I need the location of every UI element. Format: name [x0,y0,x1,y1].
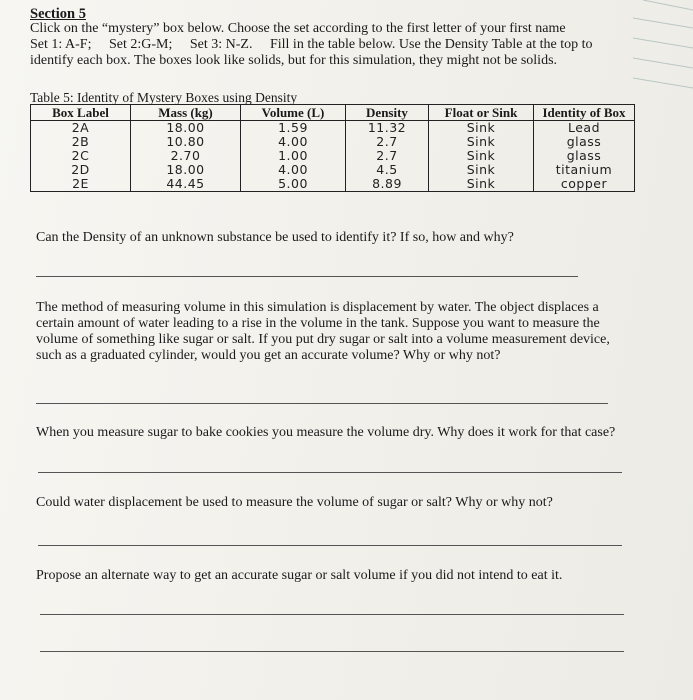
table-header-row [31,105,635,121]
column-header-box-label: Box Label [31,105,131,121]
cell-mass[interactable]: 44.45 [131,177,241,192]
cell-box-label[interactable]: 2D [31,163,131,177]
cell-float-or-sink[interactable]: Sink [429,163,534,177]
answer-line-q4[interactable] [38,545,622,546]
cell-density[interactable]: 4.5 [346,163,429,177]
cell-float-or-sink[interactable]: Sink [429,121,534,136]
instructions-line-2 [30,37,660,53]
question-baking-volume: When you measure sugar to bake cookies you measure the volume dry. Why does it work for that case? [36,425,616,440]
table-caption: Table 5: Identity of Mystery Boxes using Density [30,90,298,105]
cell-density[interactable]: 11.32 [346,121,429,136]
section-title: Section 5 [30,6,86,22]
column-header-volume: Volume (L) [241,105,346,121]
answer-line-q1[interactable] [36,276,578,277]
cell-identity[interactable]: glass [534,149,635,163]
mystery-box-table [30,104,635,192]
table-row [31,177,635,192]
instructions-line-2-rest: Fill in the table below. Use the Density Table at the top to [269,37,593,52]
cell-volume[interactable]: 4.00 [241,163,346,177]
cell-volume[interactable]: 4.00 [241,135,346,149]
cell-float-or-sink[interactable]: Sink [429,149,534,163]
answer-line-q5b[interactable] [40,651,624,652]
cell-identity[interactable]: Lead [534,121,635,136]
set-3-label: Set 3: N-Z. [189,37,253,52]
cell-identity[interactable]: glass [534,135,635,149]
answer-line-q3[interactable] [38,472,622,473]
cell-density[interactable]: 8.89 [346,177,429,192]
question-displacement: The method of measuring volume in this simulation is displacement by water. The object displaces a certain amount of water leading to a rise in the volume in the tank. Suppose you want to measure the volume of something like sugar or salt. If you put dry sugar or salt into a volume measurement device, such as a graduated cylinder, would you get an accurate volume? Why or why not? [36,300,610,363]
column-header-mass: Mass (kg) [131,105,241,121]
column-header-density: Density [346,105,429,121]
table-row [31,135,635,149]
table-row [31,163,635,177]
answer-line-q5a[interactable] [40,614,624,615]
set-1-label: Set 1: A-F; [30,37,92,52]
cell-box-label[interactable]: 2A [31,121,131,136]
cell-box-label[interactable]: 2B [31,135,131,149]
question-alternate-method: Propose an alternate way to get an accurate sugar or salt volume if you did not intend to eat it. [36,568,563,583]
instructions-line-3: identify each box. The boxes look like solids, but for this simulation, they might not be solids. [30,53,558,68]
question-water-displacement: Could water displacement be used to measure the volume of sugar or salt? Why or why not? [36,495,553,510]
cell-volume[interactable]: 5.00 [241,177,346,192]
cell-box-label[interactable]: 2E [31,177,131,192]
question-density-identify: Can the Density of an unknown substance be used to identify it? If so, how and why? [36,230,514,245]
answer-line-q2[interactable] [36,403,608,404]
cell-mass[interactable]: 2.70 [131,149,241,163]
instructions [30,21,660,69]
column-header-float-or-sink: Float or Sink [429,105,534,121]
cell-float-or-sink[interactable]: Sink [429,135,534,149]
cell-density[interactable]: 2.7 [346,149,429,163]
cell-mass[interactable]: 18.00 [131,163,241,177]
cell-density[interactable]: 2.7 [346,135,429,149]
cell-volume[interactable]: 1.00 [241,149,346,163]
cell-mass[interactable]: 18.00 [131,121,241,136]
cell-float-or-sink[interactable]: Sink [429,177,534,192]
set-2-label: Set 2:G-M; [108,37,173,52]
cell-identity[interactable]: copper [534,177,635,192]
cell-mass[interactable]: 10.80 [131,135,241,149]
table-row [31,149,635,163]
table-row [31,121,635,136]
instructions-line-1: Click on the “mystery” box below. Choose the set according to the first letter of your first name [30,21,566,36]
cell-identity[interactable]: titanium [534,163,635,177]
cell-volume[interactable]: 1.59 [241,121,346,136]
cell-box-label[interactable]: 2C [31,149,131,163]
column-header-identity: Identity of Box [534,105,635,121]
